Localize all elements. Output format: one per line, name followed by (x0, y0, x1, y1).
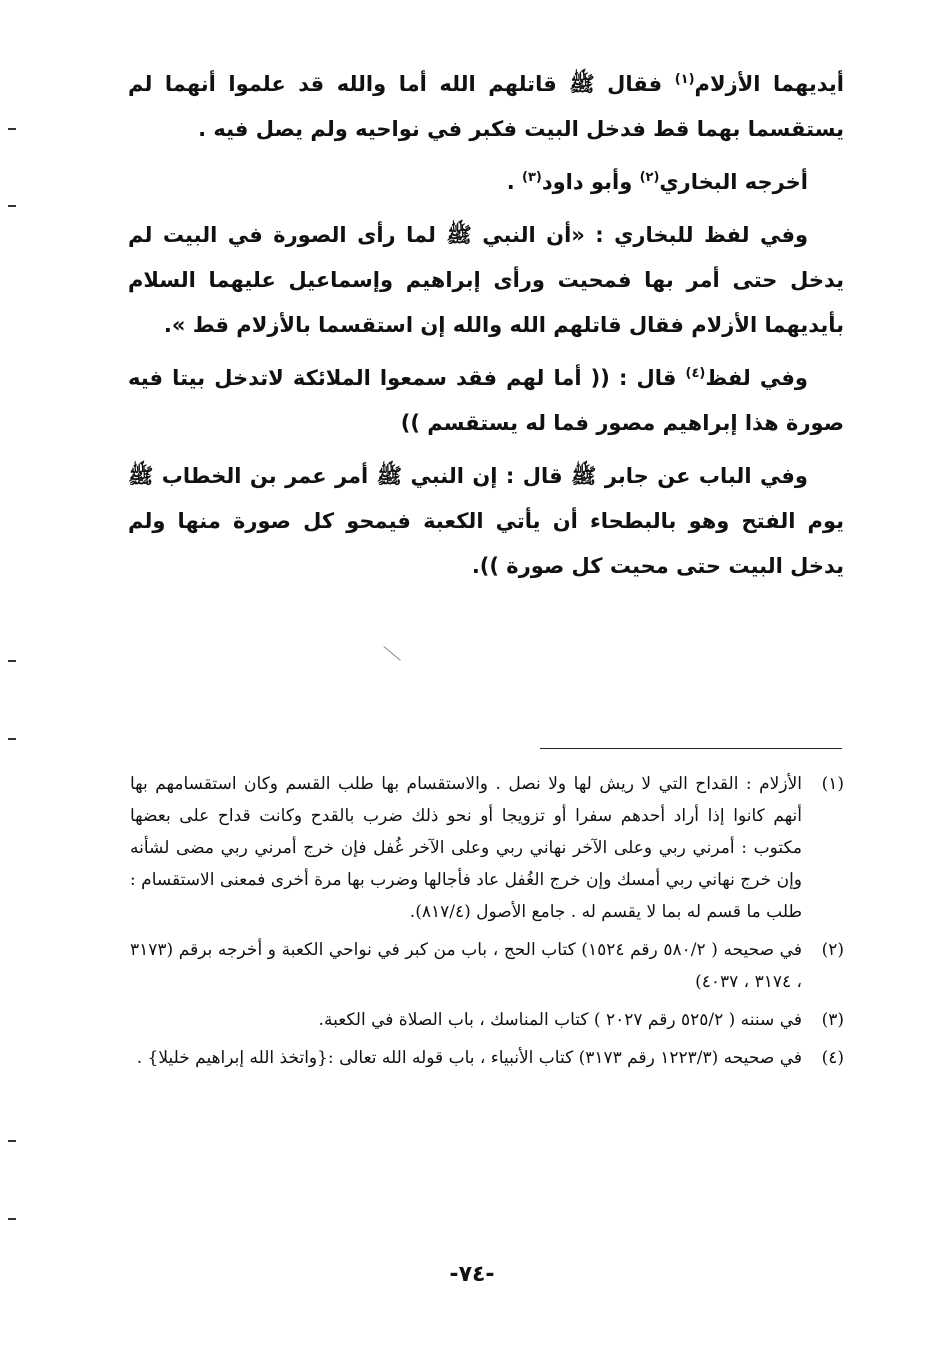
scan-mark (8, 128, 16, 130)
footnote-3 (130, 1004, 844, 1036)
footnote-ref-1[interactable]: (١) (674, 72, 695, 87)
footnote-ref-4[interactable]: (٤) (685, 366, 706, 381)
scan-mark (8, 660, 16, 662)
footnotes (130, 768, 844, 1080)
footnote-separator (540, 748, 842, 749)
scan-mark (8, 1218, 16, 1220)
scan-mark (8, 738, 16, 740)
footnote-ref-3[interactable]: (٣) (521, 170, 542, 185)
footnote-text: في صحيحه ( ٥٨٠/٢ رقم ١٥٢٤) كتاب الحج ، باب من كبر في نواحي الكعبة و أخرجه برقم (٣١٧٣ ، ٣١٧٤ ، ٤٠٣٧) (130, 940, 802, 992)
scan-scratch (383, 646, 400, 661)
footnote-ref-2[interactable]: (٢) (639, 170, 660, 185)
footnote-number: (١) (821, 774, 844, 794)
scan-mark (8, 1140, 16, 1142)
footnote-1 (130, 768, 844, 928)
paragraph-4: وفي لفظ$^{(٤)}$ قال : (( أما لهم فقد سمعوا الملائكة لاتدخل بيتا فيه صورة هذا إبراهيم مصور فما له يستقسم )) (128, 366, 844, 435)
paragraph-2: أخرجه البخاري$^{(٢)}$ وأبو داود$^{(٣)}$ . (506, 170, 808, 194)
paragraph-5: وفي الباب عن جابر ﷺ قال : إن النبي ﷺ أمر عمر بن الخطاب ﷺ يوم الفتح وهو بالبطحاء أن يأتي الكعبة فيمحو كل صورة منها ولم يدخل البيت حتى محيت كل صورة )). (128, 464, 844, 578)
footnote-text: الأزلام : القداح التي لا ريش لها ولا نصل . والاستقسام بها طلب القسم وكان استقسامهم بها أنهم كانوا إذا أراد أحدهم سفرا أو تزويجا أو نحو ذلك ضرب بالقدح وكانت قداح على بعضها مكتوب : أمرني ربي وعلى الآخر نهاني ربي وعلى الآخر غُفل فإن خرج أمرني ربي مضى لشأنه وإن خرج نهاني ربي أمسك وإن خرج الغُفل عاد فأجالها وضرب بها مرة أخرى فمعنى الاستقسام : طلب ما قسم له بما لا يقسم له . جامع الأصول (٨١٧/٤). (130, 774, 802, 922)
footnote-number: (٤) (821, 1048, 844, 1068)
paragraph-3: وفي لفظ للبخاري : «أن النبي ﷺ لما رأى الصورة في البيت لم يدخل حتى أمر بها فمحيت ورأى إبراهيم وإسماعيل عليهما السلام بأيديهما الأزلام فقال قاتلهم الله والله إن استقسما بالأزلام قط ». (128, 223, 844, 337)
footnote-text: في سننه ( ٥٢٥/٢ رقم ٢٠٢٧ ) كتاب المناسك ، باب الصلاة في الكعبة. (318, 1010, 802, 1030)
footnote-4 (130, 1042, 844, 1074)
scan-mark (8, 205, 16, 207)
footnote-number: (٣) (821, 1010, 844, 1030)
footnote-number: (٢) (821, 940, 844, 960)
page-number: -٧٤- (449, 1262, 495, 1287)
paragraph-1: أيديهما الأزلام$^{(١)}$ فقال ﷺ قاتلهم الله أما والله قد علموا أنهما لم يستقسما بهما قط فدخل البيت فكبر في نواحيه ولم يصل فيه . (128, 72, 844, 141)
footnote-2 (130, 934, 844, 998)
main-text (128, 62, 844, 589)
footnote-text: في صحيحه (١٢٢٣/٣ رقم ٣١٧٣) كتاب الأنبياء ، باب قوله الله تعالى :{واتخذ الله إبراهيم خليلا} . (136, 1048, 802, 1068)
